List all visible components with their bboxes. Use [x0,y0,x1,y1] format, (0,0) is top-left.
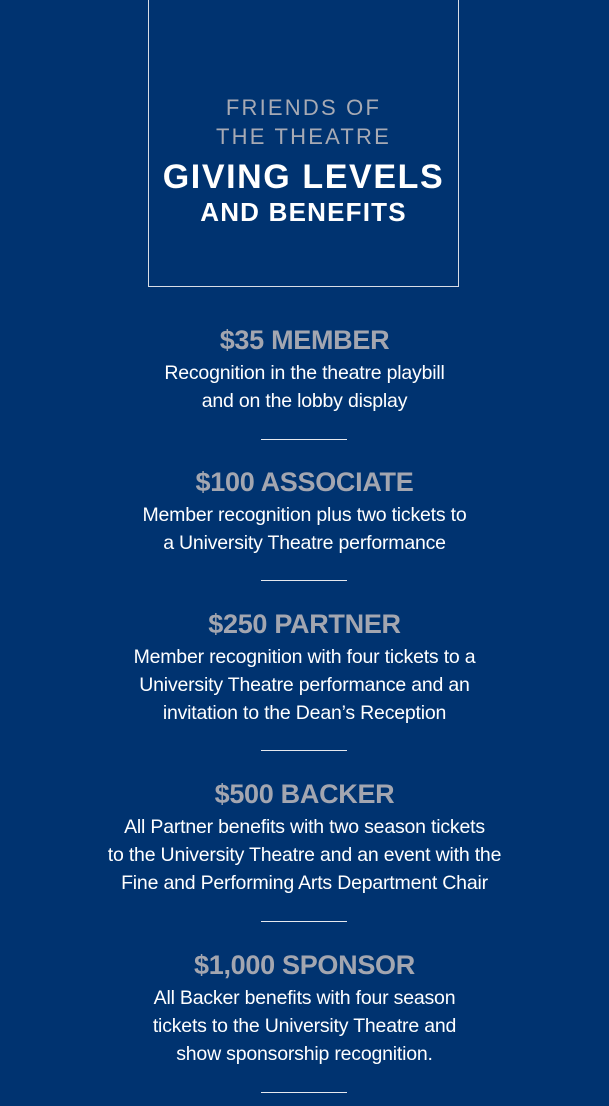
level-description-line: All Partner benefits with two season tickets [124,816,485,838]
divider [261,439,347,440]
level-description [0,359,609,415]
level-description-line: University Theatre performance and an [139,674,470,696]
divider [261,921,347,922]
level-description-line: All Backer benefits with four season [153,987,456,1009]
level-description-line: Member recognition with four tickets to a [133,646,476,668]
level-name: $1,000 SPONSOR [194,950,415,980]
level-name: $250 PARTNER [208,609,401,639]
giving-level-associate [0,466,609,557]
divider [261,750,347,751]
level-name: $500 BACKER [214,779,395,809]
page-subtitle: AND BENEFITS [200,197,407,227]
level-name: $100 ASSOCIATE [195,467,414,497]
level-description [0,984,609,1068]
title-box [148,0,459,287]
level-description-line: Recognition in the theatre playbill [164,362,445,384]
giving-level-partner [0,608,609,727]
level-description-line: and on the lobby display [201,390,408,412]
level-description-line: show sponsorship recognition. [176,1043,433,1065]
level-description [0,643,609,727]
level-description-line: to the University Theatre and an event with the [107,844,502,866]
divider [261,1092,347,1093]
level-description [0,813,609,897]
level-description-line: Fine and Performing Arts Department Chair [121,872,488,894]
level-description-line: Member recognition plus two tickets to [142,504,467,526]
divider [261,580,347,581]
pre-title-line-2: THE THEATRE [216,124,391,149]
level-description-line: invitation to the Dean’s Reception [162,702,447,724]
giving-level-member [0,324,609,415]
giving-level-sponsor [0,949,609,1068]
level-description-line: tickets to the University Theatre and [152,1015,457,1037]
pre-title-line-1: FRIENDS OF [225,95,382,120]
page-title: GIVING LEVELS [162,158,445,196]
level-name: $35 MEMBER [219,325,390,355]
level-description-line: a University Theatre performance [163,532,446,554]
level-description [0,501,609,557]
giving-level-backer [0,778,609,897]
